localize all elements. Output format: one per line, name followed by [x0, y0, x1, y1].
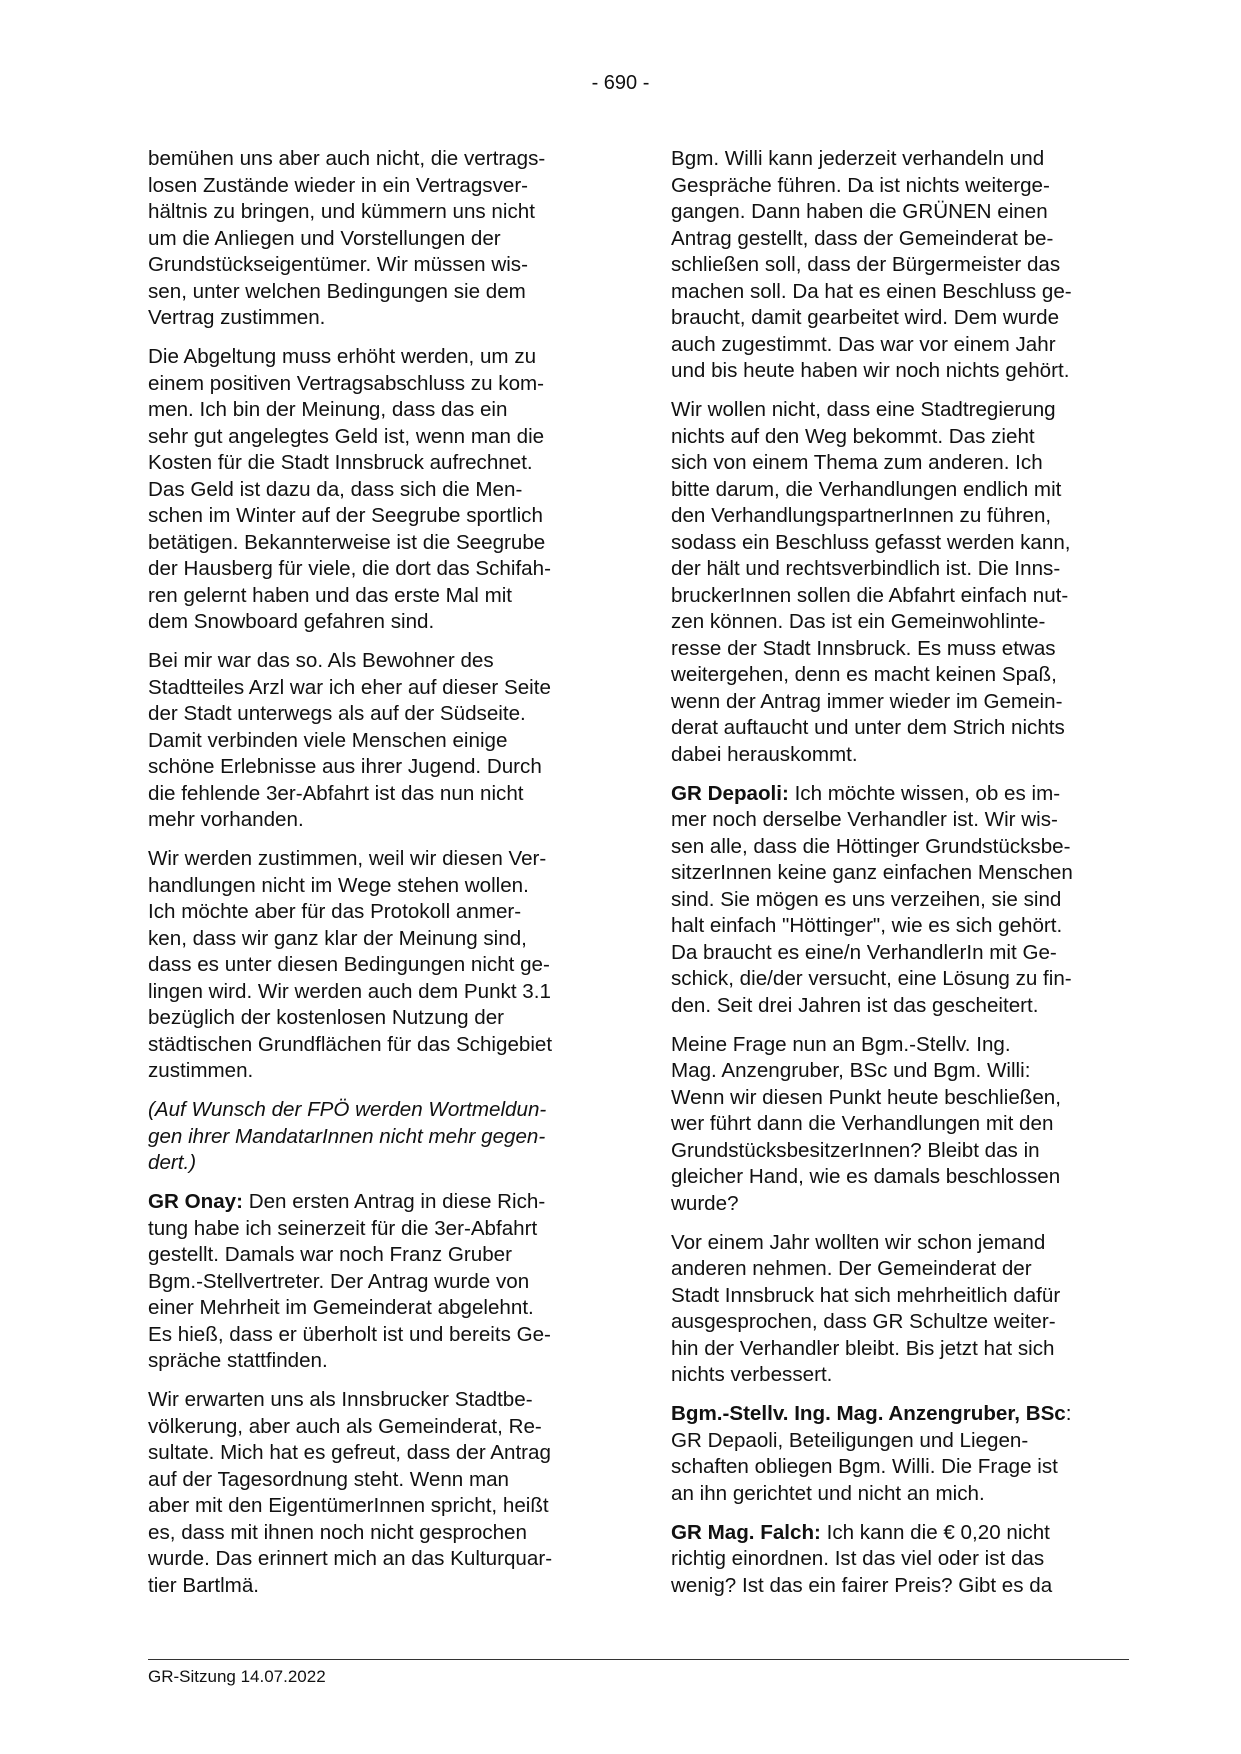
text-line: schöne Erlebnisse aus ihrer Jugend. Durch	[148, 755, 542, 778]
text-line: wenn der Antrag immer wieder im Gemein-	[671, 689, 1063, 713]
speaker-name: GR Depaoli:	[671, 781, 789, 805]
text-line: schick, die/der versucht, eine Lösung zu fin-	[671, 967, 1072, 990]
text-line: gangen. Dann haben die GRÜNEN einen	[671, 200, 1048, 223]
text-line: Gespräche führen. Da ist nichts weiterge-	[671, 173, 1050, 197]
text-line: Ich kann die € 0,20 nicht	[820, 1520, 1050, 1544]
text-line: bemühen uns aber auch nicht, die vertrags-	[148, 147, 546, 170]
paragraph	[148, 344, 602, 636]
paragraph	[148, 648, 602, 834]
text-line: Vertrag zustimmen.	[148, 306, 326, 329]
text-line: einem positiven Vertragsabschluss zu kom-	[148, 371, 545, 395]
text-line: um die Anliegen und Vorstellungen der	[148, 226, 501, 250]
text-line: losen Zustände wieder in ein Vertragsver-	[148, 173, 529, 197]
text-line: einer Mehrheit im Gemeinderat abgelehnt.	[148, 1296, 534, 1319]
text-line: Grundstückseigentümer. Wir müssen wis-	[148, 253, 528, 276]
text-line: hältnis zu bringen, und kümmern uns nicht	[148, 200, 535, 223]
text-line: Ich möchte wissen, ob es im-	[788, 781, 1061, 805]
text-line: anderen nehmen. Der Gemeinderat der	[671, 1257, 1032, 1280]
text-line: nichts auf den Weg bekommt. Das zieht	[671, 424, 1035, 448]
text-line: sodass ein Beschluss gefasst werden kann,	[671, 530, 1071, 554]
text-line: wurde. Das erinnert mich an das Kulturquar-	[148, 1547, 553, 1570]
text-line: schen im Winter auf der Seegrube sportlich	[148, 504, 543, 527]
text-line: wurde?	[671, 1191, 739, 1215]
speaker-name: GR Onay:	[148, 1190, 243, 1213]
text-line: mer noch derselbe Verhandler ist. Wir wis-	[671, 808, 1058, 831]
text-line: schließen soll, dass der Bürgermeister das	[671, 253, 1061, 276]
text-line: halt einfach "Höttinger", wie es sich gehört.	[671, 914, 1063, 937]
text-line: den. Seit drei Jahren ist das gescheitert.	[671, 993, 1039, 1017]
speaker-paragraph	[148, 1189, 602, 1375]
text-line: auf der Tagesordnung steht. Wenn man	[148, 1467, 510, 1491]
text-line: weitergehen, denn es macht keinen Spaß,	[671, 663, 1057, 686]
text-line: :	[1065, 1402, 1072, 1425]
text-line: gleicher Hand, wie es damals beschlossen	[671, 1165, 1061, 1188]
text-line: ren gelernt haben und das erste Mal mit	[148, 583, 513, 607]
text-line: an ihn gerichtet und nicht an mich.	[671, 1481, 985, 1505]
text-line: derat auftaucht und unter dem Strich nichts	[671, 716, 1065, 739]
paragraph	[671, 1032, 1129, 1218]
text-line: der Hausberg für viele, die dort das Schifah-	[148, 557, 551, 580]
text-line: dabei herauskommt.	[671, 742, 858, 766]
text-line: aber mit den EigentümerInnen spricht, heißt	[148, 1494, 549, 1517]
text-line: mehr vorhanden.	[148, 808, 304, 831]
text-line: Ich möchte aber für das Protokoll anmer-	[148, 900, 522, 923]
text-line: hin der Verhandler bleibt. Bis jetzt hat sich	[671, 1336, 1055, 1360]
text-line: zen können. Das ist ein Gemeinwohlinte-	[671, 610, 1046, 633]
text-line: lingen wird. Wir werden auch dem Punkt 3.1	[148, 979, 551, 1003]
text-line: sen alle, dass die Höttinger Grundstücksbe-	[671, 834, 1071, 858]
text-line: bruckerInnen sollen die Abfahrt einfach nut-	[671, 583, 1069, 607]
text-line: Vor einem Jahr wollten wir schon jemand	[671, 1230, 1046, 1254]
text-line: auch zugestimmt. Das war vor einem Jahr	[671, 332, 1056, 356]
text-line: gestellt. Damals war noch Franz Gruber	[148, 1243, 512, 1266]
text-line: sehr gut angelegtes Geld ist, wenn man die	[148, 424, 545, 448]
text-line: ken, dass wir ganz klar der Meinung sind,	[148, 926, 527, 950]
text-line: handlungen nicht im Wege stehen wollen.	[148, 873, 529, 897]
speaker-paragraph	[671, 1401, 1129, 1507]
text-line: sich von einem Thema zum anderen. Ich	[671, 451, 1043, 474]
text-line: Stadtteiles Arzl war ich eher auf dieser Seite	[148, 675, 551, 699]
text-line: betätigen. Bekannterweise ist die Seegrube	[148, 530, 546, 554]
text-line: dass es unter diesen Bedingungen nicht ge-	[148, 953, 550, 976]
text-line: (Auf Wunsch der FPÖ werden Wortmeldun-	[148, 1098, 547, 1121]
paragraph	[148, 1387, 602, 1599]
text-line: Den ersten Antrag in diese Rich-	[242, 1190, 546, 1213]
text-line: Es hieß, dass er überholt ist und bereits Ge-	[148, 1322, 551, 1346]
text-line: GR Depaoli, Beteiligungen und Liegen-	[671, 1428, 1029, 1452]
text-line: Kosten für die Stadt Innsbruck aufrechnet.	[148, 451, 533, 474]
footer-divider	[148, 1659, 1129, 1660]
page-number: - 690 -	[591, 72, 650, 94]
text-line: zustimmen.	[148, 1059, 254, 1082]
text-line: nichts verbessert.	[671, 1363, 833, 1386]
text-line: Damit verbinden viele Menschen einige	[148, 728, 508, 752]
text-line: sen, unter welchen Bedingungen sie dem	[148, 279, 526, 303]
text-line: tier Bartlmä.	[148, 1573, 260, 1597]
speaker-name: Bgm.-Stellv. Ing. Mag. Anzengruber, BSc	[671, 1402, 1066, 1425]
text-line: die fehlende 3er-Abfahrt ist das nun nicht	[148, 781, 524, 805]
text-line: Wir werden zustimmen, weil wir diesen Ver-	[148, 847, 547, 870]
text-line: richtig einordnen. Ist das viel oder ist das	[671, 1547, 1045, 1570]
text-line: bezüglich der kostenlosen Nutzung der	[148, 1006, 505, 1029]
paragraph	[671, 1230, 1129, 1389]
paragraph	[671, 146, 1129, 385]
text-line: Das Geld ist dazu da, dass sich die Men-	[148, 477, 523, 501]
right-column	[671, 146, 1129, 1612]
text-line: den VerhandlungspartnerInnen zu führen,	[671, 504, 1052, 527]
text-line: Bei mir war das so. Als Bewohner des	[148, 649, 494, 672]
paragraph	[148, 146, 602, 332]
text-line: der Stadt unterwegs als auf der Südseite.	[148, 702, 526, 725]
text-line: der hält und rechtsverbindlich ist. Die Inns-	[671, 557, 1061, 580]
text-line: wer führt dann die Verhandlungen mit den	[671, 1112, 1054, 1135]
text-line: Mag. Anzengruber, BSc und Bgm. Willi:	[671, 1059, 1031, 1082]
text-line: gen ihrer MandatarInnen nicht mehr gegen-	[148, 1124, 546, 1148]
speaker-paragraph	[671, 781, 1129, 1020]
text-line: tung habe ich seinerzeit für die 3er-Abfahrt	[148, 1216, 538, 1240]
text-line: schaften obliegen Bgm. Willi. Die Frage ist	[671, 1455, 1058, 1478]
text-line: GrundstücksbesitzerInnen? Bleibt das in	[671, 1138, 1040, 1162]
text-line: Antrag gestellt, dass der Gemeinderat be-	[671, 226, 1054, 250]
speaker-name: GR Mag. Falch:	[671, 1520, 821, 1544]
text-line: Wir wollen nicht, dass eine Stadtregierung	[671, 398, 1056, 421]
text-line: men. Ich bin der Meinung, dass das ein	[148, 398, 508, 421]
text-line: braucht, damit gearbeitet wird. Dem wurde	[671, 306, 1060, 329]
text-line: es, dass mit ihnen noch nicht gesprochen	[148, 1520, 527, 1544]
editorial-note	[148, 1097, 602, 1177]
text-line: bitte darum, die Verhandlungen endlich mit	[671, 477, 1062, 501]
text-line: resse der Stadt Innsbruck. Es muss etwas	[671, 636, 1056, 660]
text-line: Die Abgeltung muss erhöht werden, um zu	[148, 345, 537, 368]
text-line: Bgm. Willi kann jederzeit verhandeln und	[671, 147, 1045, 170]
left-column	[148, 146, 602, 1612]
paragraph	[148, 846, 602, 1085]
text-line: Wir erwarten uns als Innsbrucker Stadtbe-	[148, 1388, 533, 1411]
text-line: machen soll. Da hat es einen Beschluss ge-	[671, 279, 1072, 303]
text-line: sind. Sie mögen es uns verzeihen, sie sind	[671, 887, 1062, 911]
text-line: völkerung, aber auch als Gemeinderat, Re-	[148, 1414, 542, 1438]
text-line: sultate. Mich hat es gefreut, dass der Antrag	[148, 1441, 551, 1464]
text-line: wenig? Ist das ein fairer Preis? Gibt es da	[671, 1573, 1053, 1597]
text-line: dem Snowboard gefahren sind.	[148, 610, 435, 633]
text-line: und bis heute haben wir noch nichts gehört.	[671, 359, 1070, 382]
text-line: städtischen Grundflächen für das Schigebiet	[148, 1032, 553, 1056]
text-line: Bgm.-Stellvertreter. Der Antrag wurde von	[148, 1269, 530, 1293]
speaker-paragraph	[671, 1520, 1129, 1600]
footer-session-date: GR-Sitzung 14.07.2022	[148, 1667, 326, 1686]
text-line: spräche stattfinden.	[148, 1349, 328, 1372]
text-line: Da braucht es eine/n VerhandlerIn mit Ge-	[671, 940, 1057, 964]
text-line: dert.)	[148, 1151, 197, 1174]
text-line: Meine Frage nun an Bgm.-Stellv. Ing.	[671, 1032, 1011, 1056]
text-line: ausgesprochen, dass GR Schultze weiter-	[671, 1310, 1056, 1333]
text-line: Wenn wir diesen Punkt heute beschließen,	[671, 1085, 1061, 1109]
text-line: sitzerInnen keine ganz einfachen Menschen	[671, 861, 1073, 884]
paragraph	[671, 397, 1129, 768]
text-line: Stadt Innsbruck hat sich mehrheitlich dafür	[671, 1283, 1061, 1307]
